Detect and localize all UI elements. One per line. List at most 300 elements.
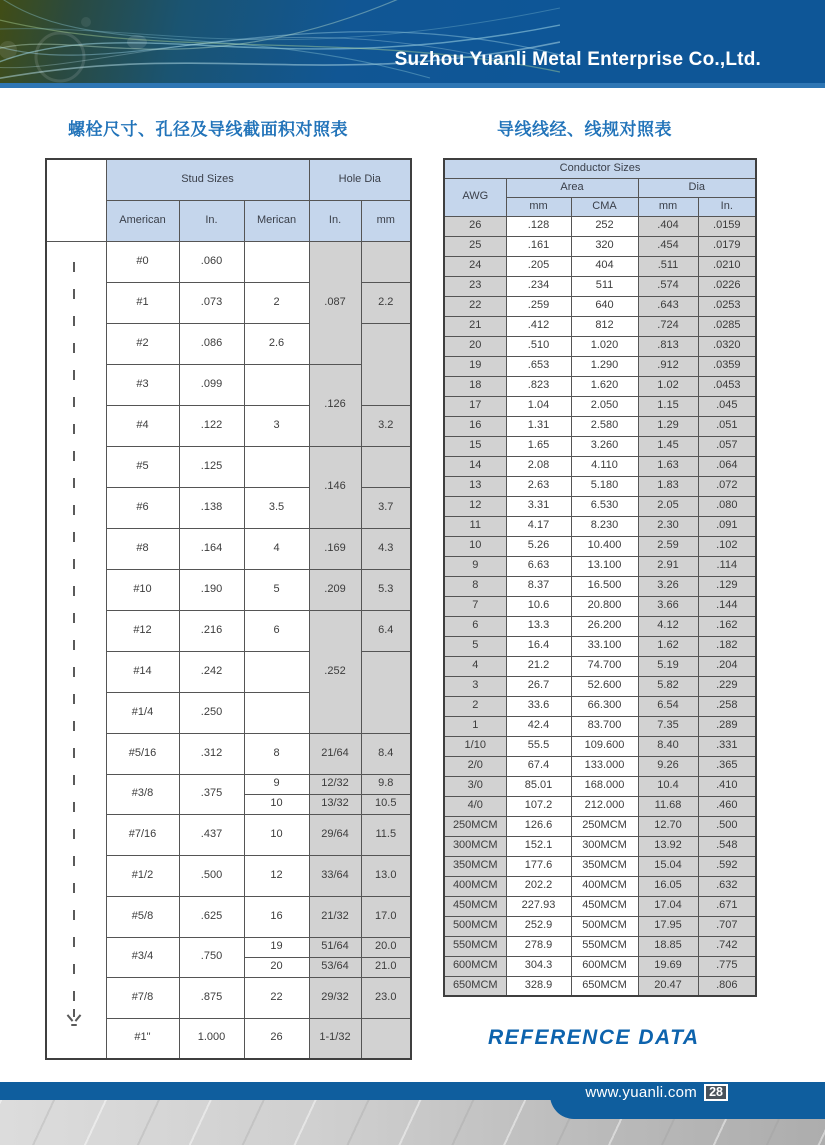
- table-cell: 3.31: [506, 496, 571, 516]
- table-cell: .242: [179, 651, 244, 692]
- table-cell: #2: [106, 323, 179, 364]
- table-cell: 7: [444, 596, 506, 616]
- conductor-sizes-table: [443, 158, 757, 997]
- table-cell: 9: [244, 774, 309, 794]
- table-cell: .064: [698, 456, 756, 476]
- table-cell: .365: [698, 756, 756, 776]
- table-cell: .164: [179, 528, 244, 569]
- table-cell: 18: [444, 376, 506, 396]
- table-cell: 640: [571, 296, 638, 316]
- table-cell: 13.100: [571, 556, 638, 576]
- table-cell: 1: [444, 716, 506, 736]
- table-cell: 67.4: [506, 756, 571, 776]
- table-cell: .099: [179, 364, 244, 405]
- table-cell: .114: [698, 556, 756, 576]
- table-cell: .410: [698, 776, 756, 796]
- table-cell: 1.04: [506, 396, 571, 416]
- table-cell: 83.700: [571, 716, 638, 736]
- table-cell: 5.26: [506, 536, 571, 556]
- table-cell: .437: [179, 814, 244, 855]
- table-cell: 20: [444, 336, 506, 356]
- table-cell: 11: [444, 516, 506, 536]
- table-cell: .204: [698, 656, 756, 676]
- stud-hole-table-wrap: [45, 158, 410, 1060]
- table-cell: 9: [444, 556, 506, 576]
- table-cell: .091: [698, 516, 756, 536]
- table-cell: .707: [698, 916, 756, 936]
- table-cell: 33.6: [506, 696, 571, 716]
- table-cell: 3: [244, 405, 309, 446]
- table-cell: 8.230: [571, 516, 638, 536]
- table-cell: 109.600: [571, 736, 638, 756]
- table-cell: .331: [698, 736, 756, 756]
- table-cell: 8: [444, 576, 506, 596]
- table-cell: 15: [444, 436, 506, 456]
- table-cell: .146: [309, 446, 361, 528]
- table-cell: .289: [698, 716, 756, 736]
- table-cell: .510: [506, 336, 571, 356]
- table-cell: .875: [179, 977, 244, 1018]
- table-cell: [361, 241, 411, 282]
- table-cell: 17.95: [638, 916, 698, 936]
- table-cell: 26: [244, 1018, 309, 1059]
- table-cell: 21.2: [506, 656, 571, 676]
- table-cell: .060: [179, 241, 244, 282]
- table-cell: 400MCM: [444, 876, 506, 896]
- table-cell: .0453: [698, 376, 756, 396]
- table-cell: .375: [179, 774, 244, 814]
- table-cell: 21/64: [309, 733, 361, 774]
- header-cell: mm: [638, 197, 698, 216]
- table-cell: 400MCM: [571, 876, 638, 896]
- table-cell: #1": [106, 1018, 179, 1059]
- table-cell: 1.62: [638, 636, 698, 656]
- table-cell: 10.6: [506, 596, 571, 616]
- company-name: Suzhou Yuanli Metal Enterprise Co.,Ltd.: [394, 49, 761, 70]
- table-cell: 9.8: [361, 774, 411, 794]
- table-cell: 8: [244, 733, 309, 774]
- table-cell: #5/8: [106, 896, 179, 937]
- table-cell: .126: [309, 364, 361, 446]
- header-cell: Conductor Sizes: [444, 159, 756, 178]
- table-cell: 600MCM: [444, 956, 506, 976]
- table-cell: 1.020: [571, 336, 638, 356]
- table-cell: 252.9: [506, 916, 571, 936]
- table-cell: 13: [444, 476, 506, 496]
- header-cell: mm: [506, 197, 571, 216]
- table-cell: 6: [244, 610, 309, 651]
- table-cell: 500MCM: [571, 916, 638, 936]
- table-cell: 126.6: [506, 816, 571, 836]
- header-cell: Area: [506, 178, 638, 197]
- table-cell: 107.2: [506, 796, 571, 816]
- table-cell: 4.110: [571, 456, 638, 476]
- table-cell: 1.29: [638, 416, 698, 436]
- table-cell: 20.800: [571, 596, 638, 616]
- table-cell: 13/32: [309, 794, 361, 814]
- table-cell: .138: [179, 487, 244, 528]
- header-cell: In.: [309, 200, 361, 241]
- table-cell: .086: [179, 323, 244, 364]
- table-cell: 21.0: [361, 957, 411, 977]
- down-arrow-icon: [66, 1009, 82, 1027]
- table-cell: 23.0: [361, 977, 411, 1018]
- table-cell: 328.9: [506, 976, 571, 996]
- table-cell: 278.9: [506, 936, 571, 956]
- table-cell: .122: [179, 405, 244, 446]
- table-cell: #1/4: [106, 692, 179, 733]
- table-cell: .500: [179, 855, 244, 896]
- table-cell: .072: [698, 476, 756, 496]
- table-cell: .511: [638, 256, 698, 276]
- table-cell: 4.3: [361, 528, 411, 569]
- table-cell: 12/32: [309, 774, 361, 794]
- table-cell: .0210: [698, 256, 756, 276]
- table-cell: 3.66: [638, 596, 698, 616]
- table-cell: 2.30: [638, 516, 698, 536]
- table-cell: #1: [106, 282, 179, 323]
- table-cell: .209: [309, 569, 361, 610]
- header-cell: In.: [698, 197, 756, 216]
- table-cell: 8.4: [361, 733, 411, 774]
- table-cell: 16.05: [638, 876, 698, 896]
- table-cell: [361, 651, 411, 733]
- header-cell: mm: [361, 200, 411, 241]
- table-cell: 2.91: [638, 556, 698, 576]
- reference-data-label: REFERENCE DATA: [488, 1026, 700, 1049]
- table-cell: 227.93: [506, 896, 571, 916]
- table-cell: 2.05: [638, 496, 698, 516]
- table-cell: 550MCM: [571, 936, 638, 956]
- table-cell: .087: [309, 241, 361, 364]
- table-cell: 29/32: [309, 977, 361, 1018]
- table-cell: .548: [698, 836, 756, 856]
- table-cell: 2: [244, 282, 309, 323]
- table-cell: 1.15: [638, 396, 698, 416]
- table-cell: 6.54: [638, 696, 698, 716]
- table-cell: 4.12: [638, 616, 698, 636]
- table-cell: 10: [244, 794, 309, 814]
- header-cell: AWG: [444, 178, 506, 216]
- table-cell: 23: [444, 276, 506, 296]
- table-cell: 14: [444, 456, 506, 476]
- table-cell: 6.4: [361, 610, 411, 651]
- table-cell: 55.5: [506, 736, 571, 756]
- table-cell: 320: [571, 236, 638, 256]
- header-cell: CMA: [571, 197, 638, 216]
- table-cell: 4/0: [444, 796, 506, 816]
- table-cell: 4: [444, 656, 506, 676]
- table-cell: 33/64: [309, 855, 361, 896]
- stud-hole-table: [45, 158, 412, 1060]
- table-cell: .0253: [698, 296, 756, 316]
- table-cell: 600MCM: [571, 956, 638, 976]
- table-cell: #4: [106, 405, 179, 446]
- table-cell: 16.4: [506, 636, 571, 656]
- table-cell: 212.000: [571, 796, 638, 816]
- table-cell: .144: [698, 596, 756, 616]
- table-cell: .671: [698, 896, 756, 916]
- table-cell: 1.45: [638, 436, 698, 456]
- table-cell: 450MCM: [444, 896, 506, 916]
- header-cell: Merican: [244, 200, 309, 241]
- table-cell: .742: [698, 936, 756, 956]
- table-cell: 29/64: [309, 814, 361, 855]
- table-cell: 202.2: [506, 876, 571, 896]
- table-cell: 5: [244, 569, 309, 610]
- table-cell: 812: [571, 316, 638, 336]
- table-cell: .632: [698, 876, 756, 896]
- table-cell: 26: [444, 216, 506, 236]
- table-cell: .813: [638, 336, 698, 356]
- table-cell: 3.2: [361, 405, 411, 446]
- table-cell: 24: [444, 256, 506, 276]
- table-cell: 5.3: [361, 569, 411, 610]
- table-cell: 300MCM: [444, 836, 506, 856]
- table-cell: 6: [444, 616, 506, 636]
- table-cell: 11.68: [638, 796, 698, 816]
- table-cell: 11.5: [361, 814, 411, 855]
- table-cell: .806: [698, 976, 756, 996]
- table-cell: 5: [444, 636, 506, 656]
- table-cell: 1.000: [179, 1018, 244, 1059]
- table-cell: 13.3: [506, 616, 571, 636]
- table-cell: 511: [571, 276, 638, 296]
- table-cell: 250MCM: [444, 816, 506, 836]
- table-cell: #3: [106, 364, 179, 405]
- page-number-badge: 28: [704, 1084, 728, 1101]
- header-banner: [0, 0, 825, 83]
- website-link[interactable]: www.yuanli.com: [585, 1083, 698, 1101]
- table-cell: .500: [698, 816, 756, 836]
- table-cell: 19.69: [638, 956, 698, 976]
- table-cell: 133.000: [571, 756, 638, 776]
- table-cell: .404: [638, 216, 698, 236]
- table-cell: .0285: [698, 316, 756, 336]
- table-cell: .0226: [698, 276, 756, 296]
- table-cell: .125: [179, 446, 244, 487]
- table-cell: [244, 364, 309, 405]
- table-cell: [46, 241, 106, 1059]
- table-cell: 2.63: [506, 476, 571, 496]
- table-cell: 1.02: [638, 376, 698, 396]
- table-cell: .252: [309, 610, 361, 733]
- table-cell: 1.63: [638, 456, 698, 476]
- size-direction-dashed-line: [73, 262, 75, 1005]
- table-cell: 252: [571, 216, 638, 236]
- table-cell: 1.290: [571, 356, 638, 376]
- table-cell: .190: [179, 569, 244, 610]
- table-cell: 10.400: [571, 536, 638, 556]
- table-cell: [361, 1018, 411, 1059]
- table-cell: #6: [106, 487, 179, 528]
- table-cell: 304.3: [506, 956, 571, 976]
- table-cell: 22: [244, 977, 309, 1018]
- table-cell: 3.26: [638, 576, 698, 596]
- table-cell: .161: [506, 236, 571, 256]
- table-cell: .258: [698, 696, 756, 716]
- table-cell: .625: [179, 896, 244, 937]
- table-cell: 4.17: [506, 516, 571, 536]
- table-cell: 450MCM: [571, 896, 638, 916]
- table-cell: 7.35: [638, 716, 698, 736]
- table-cell: .080: [698, 496, 756, 516]
- header-cell: In.: [179, 200, 244, 241]
- table-cell: .750: [179, 937, 244, 977]
- table-cell: .653: [506, 356, 571, 376]
- table-cell: 3/0: [444, 776, 506, 796]
- header-cell: Stud Sizes: [106, 159, 309, 200]
- table-cell: 3.7: [361, 487, 411, 528]
- table-cell: #8: [106, 528, 179, 569]
- table-cell: .312: [179, 733, 244, 774]
- table-cell: .045: [698, 396, 756, 416]
- table-cell: #1/2: [106, 855, 179, 896]
- table-cell: 6.530: [571, 496, 638, 516]
- table-cell: #12: [106, 610, 179, 651]
- table-cell: .0359: [698, 356, 756, 376]
- table-cell: #3/4: [106, 937, 179, 977]
- table-cell: .216: [179, 610, 244, 651]
- table-cell: 51/64: [309, 937, 361, 957]
- table-cell: 10: [244, 814, 309, 855]
- table-cell: 10.5: [361, 794, 411, 814]
- table-cell: 1.620: [571, 376, 638, 396]
- table-cell: 25: [444, 236, 506, 256]
- table-cell: 2.050: [571, 396, 638, 416]
- table-cell: 5.180: [571, 476, 638, 496]
- table-cell: 17: [444, 396, 506, 416]
- table-cell: 1.31: [506, 416, 571, 436]
- table-cell: .724: [638, 316, 698, 336]
- table-cell: 500MCM: [444, 916, 506, 936]
- footer-content: [450, 1083, 728, 1101]
- table-cell: 20: [244, 957, 309, 977]
- table-cell: 12: [244, 855, 309, 896]
- table-cell: 10.4: [638, 776, 698, 796]
- table-cell: .574: [638, 276, 698, 296]
- table-cell: 2/0: [444, 756, 506, 776]
- table-cell: .169: [309, 528, 361, 569]
- table-cell: .912: [638, 356, 698, 376]
- table-cell: 350MCM: [444, 856, 506, 876]
- table-cell: 20.0: [361, 937, 411, 957]
- table-cell: #0: [106, 241, 179, 282]
- table-cell: 8.40: [638, 736, 698, 756]
- table-cell: 2.6: [244, 323, 309, 364]
- table-cell: 15.04: [638, 856, 698, 876]
- header-cell: Hole Dia: [309, 159, 411, 200]
- table-cell: [244, 446, 309, 487]
- table-cell: 350MCM: [571, 856, 638, 876]
- table-cell: 650MCM: [571, 976, 638, 996]
- table-cell: 550MCM: [444, 936, 506, 956]
- table-cell: 3: [444, 676, 506, 696]
- table-cell: 21: [444, 316, 506, 336]
- header-cell: American: [106, 200, 179, 241]
- table-cell: 18.85: [638, 936, 698, 956]
- table-cell: .129: [698, 576, 756, 596]
- table-cell: .592: [698, 856, 756, 876]
- table-cell: 2.08: [506, 456, 571, 476]
- table-cell: 19: [244, 937, 309, 957]
- table-cell: 33.100: [571, 636, 638, 656]
- table-cell: .454: [638, 236, 698, 256]
- table-cell: 250MCM: [571, 816, 638, 836]
- table-cell: 22: [444, 296, 506, 316]
- table-cell: .460: [698, 796, 756, 816]
- table-cell: .643: [638, 296, 698, 316]
- table-cell: .0159: [698, 216, 756, 236]
- table-cell: 168.000: [571, 776, 638, 796]
- table-cell: .102: [698, 536, 756, 556]
- table-cell: 404: [571, 256, 638, 276]
- table-cell: 17.04: [638, 896, 698, 916]
- table-cell: 3.260: [571, 436, 638, 456]
- table-cell: 16: [244, 896, 309, 937]
- table-cell: #5/16: [106, 733, 179, 774]
- table-cell: 1/10: [444, 736, 506, 756]
- table-cell: #5: [106, 446, 179, 487]
- table-cell: 300MCM: [571, 836, 638, 856]
- table-cell: #10: [106, 569, 179, 610]
- table-cell: #7/8: [106, 977, 179, 1018]
- table-cell: .412: [506, 316, 571, 336]
- table-cell: .0179: [698, 236, 756, 256]
- table-cell: .823: [506, 376, 571, 396]
- banner-bottom-strip: [0, 83, 825, 88]
- table-cell: 152.1: [506, 836, 571, 856]
- table-cell: 19: [444, 356, 506, 376]
- table-cell: [361, 446, 411, 487]
- table-cell: 13.0: [361, 855, 411, 896]
- table-cell: 177.6: [506, 856, 571, 876]
- table-cell: 2.2: [361, 282, 411, 323]
- table-cell: #14: [106, 651, 179, 692]
- right-table-title: 导线线经、线规对照表: [497, 120, 672, 139]
- table-cell: .051: [698, 416, 756, 436]
- table-cell: .229: [698, 676, 756, 696]
- table-cell: .162: [698, 616, 756, 636]
- table-cell: .205: [506, 256, 571, 276]
- table-cell: .182: [698, 636, 756, 656]
- table-cell: 1.83: [638, 476, 698, 496]
- table-cell: 21/32: [309, 896, 361, 937]
- header-cell: [46, 159, 106, 241]
- table-cell: 2.59: [638, 536, 698, 556]
- table-cell: .0320: [698, 336, 756, 356]
- table-cell: 16.500: [571, 576, 638, 596]
- table-cell: 74.700: [571, 656, 638, 676]
- table-cell: .775: [698, 956, 756, 976]
- table-cell: .073: [179, 282, 244, 323]
- table-cell: 6.63: [506, 556, 571, 576]
- table-cell: .057: [698, 436, 756, 456]
- table-cell: 5.19: [638, 656, 698, 676]
- table-cell: #3/8: [106, 774, 179, 814]
- table-cell: .259: [506, 296, 571, 316]
- table-cell: .234: [506, 276, 571, 296]
- table-cell: 650MCM: [444, 976, 506, 996]
- table-cell: 2: [444, 696, 506, 716]
- table-cell: 12: [444, 496, 506, 516]
- table-cell: 1.65: [506, 436, 571, 456]
- table-cell: .128: [506, 216, 571, 236]
- table-cell: 5.82: [638, 676, 698, 696]
- table-cell: 13.92: [638, 836, 698, 856]
- table-cell: 85.01: [506, 776, 571, 796]
- table-cell: 9.26: [638, 756, 698, 776]
